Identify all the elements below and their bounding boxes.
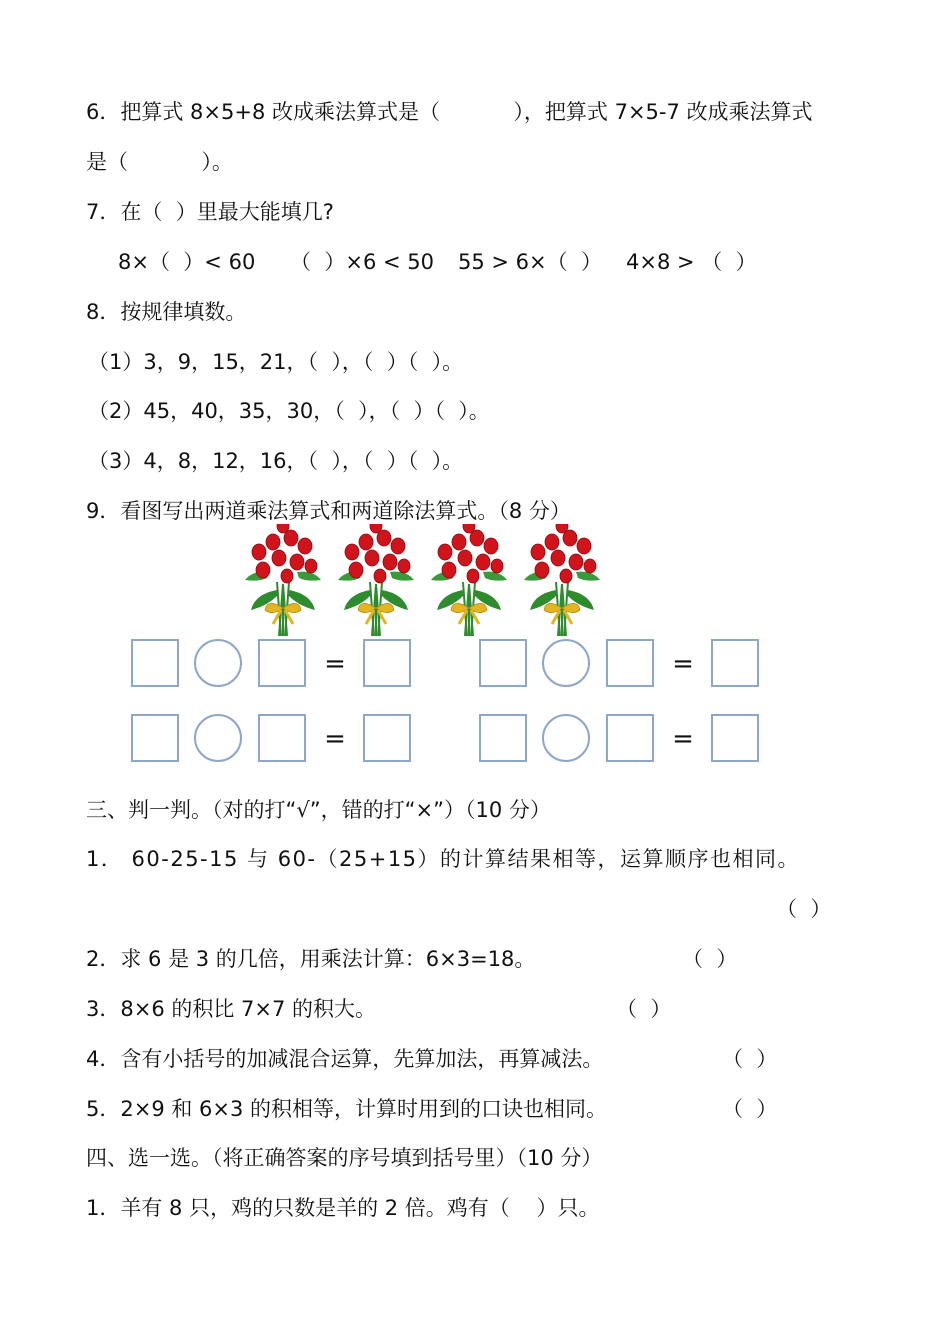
- section3-title: 三、判一判。（对的打“√”，错的打“×”）（10 分）: [86, 798, 551, 822]
- q7-item-1: 8×（ ）< 60: [118, 250, 256, 274]
- equals-sign: =: [324, 649, 346, 679]
- q8-row-2: （2）45，40，35，30，（ ），（ ）（ ）。: [88, 399, 490, 423]
- answer-box[interactable]: [364, 715, 410, 761]
- section3-item-2: 2．求 6 是 3 的几倍，用乘法计算：6×3=18。: [86, 947, 536, 971]
- q7-title: 7．在（ ）里最大能填几?: [86, 200, 334, 224]
- section3-item-1: 1． 60-25-15 与 60-（25+15）的计算结果相等，运算顺序也相同。: [86, 847, 801, 871]
- section4-title: 四、选一选。（将正确答案的序号填到括号里）（10 分）: [86, 1146, 603, 1170]
- section3-item-1-bracket[interactable]: （ ）: [776, 897, 832, 921]
- rose-bouquet-icon: [524, 524, 600, 636]
- answer-box[interactable]: [712, 640, 758, 686]
- q7-item-2: （ ）×6 < 50: [290, 250, 434, 274]
- q7-item-4: 4×8 > （ ）: [626, 250, 757, 274]
- rose-bouquet-icon: [431, 524, 507, 636]
- answer-box[interactable]: [712, 715, 758, 761]
- operator-circle[interactable]: [543, 640, 589, 686]
- section3-item-4-bracket[interactable]: （ ）: [722, 1047, 778, 1071]
- bouquet-row: [0, 524, 950, 636]
- answer-box[interactable]: [480, 715, 526, 761]
- equals-sign: =: [672, 649, 694, 679]
- operator-circle[interactable]: [195, 715, 241, 761]
- rose-bouquet-icon: [245, 524, 321, 636]
- answer-box[interactable]: [607, 640, 653, 686]
- q9-title: 9．看图写出两道乘法算式和两道除法算式。（8 分）: [86, 499, 571, 523]
- rose-bouquet-icon: [338, 524, 414, 636]
- q6-line2: 是（ ）。: [86, 150, 233, 174]
- answer-box[interactable]: [259, 715, 305, 761]
- section3-item-3-bracket[interactable]: （ ）: [616, 997, 672, 1021]
- equals-sign: =: [672, 724, 694, 754]
- section3-item-2-bracket[interactable]: （ ）: [682, 947, 738, 971]
- q6-line1: 6．把算式 8×5+8 改成乘法算式是（ ），把算式 7×5-7 改成乘法算式: [86, 100, 813, 124]
- answer-box[interactable]: [480, 640, 526, 686]
- equals-sign: =: [324, 724, 346, 754]
- q7-item-3: 55 > 6×（ ）: [458, 250, 602, 274]
- answer-box[interactable]: [132, 715, 178, 761]
- section3-item-3: 3．8×6 的积比 7×7 的积大。: [86, 997, 377, 1021]
- operator-circle[interactable]: [543, 715, 589, 761]
- answer-box[interactable]: [132, 640, 178, 686]
- answer-box[interactable]: [259, 640, 305, 686]
- section3-item-5-bracket[interactable]: （ ）: [722, 1097, 778, 1121]
- operator-circle[interactable]: [195, 640, 241, 686]
- q8-title: 8．按规律填数。: [86, 300, 247, 324]
- section3-item-5: 5．2×9 和 6×3 的积相等，计算时用到的口诀也相同。: [86, 1097, 608, 1121]
- q8-row-3: （3）4，8，12，16，（ ），（ ）（ ）。: [88, 449, 464, 473]
- answer-box[interactable]: [364, 640, 410, 686]
- equation-boxes: [0, 634, 950, 774]
- q8-row-1: （1）3，9，15，21，（ ），（ ）（ ）。: [88, 350, 464, 374]
- section4-item-1: 1．羊有 8 只，鸡的只数是羊的 2 倍。鸡有（ ）只。: [86, 1196, 600, 1220]
- answer-box[interactable]: [607, 715, 653, 761]
- section3-item-4: 4．含有小括号的加减混合运算，先算加法，再算减法。: [86, 1047, 604, 1071]
